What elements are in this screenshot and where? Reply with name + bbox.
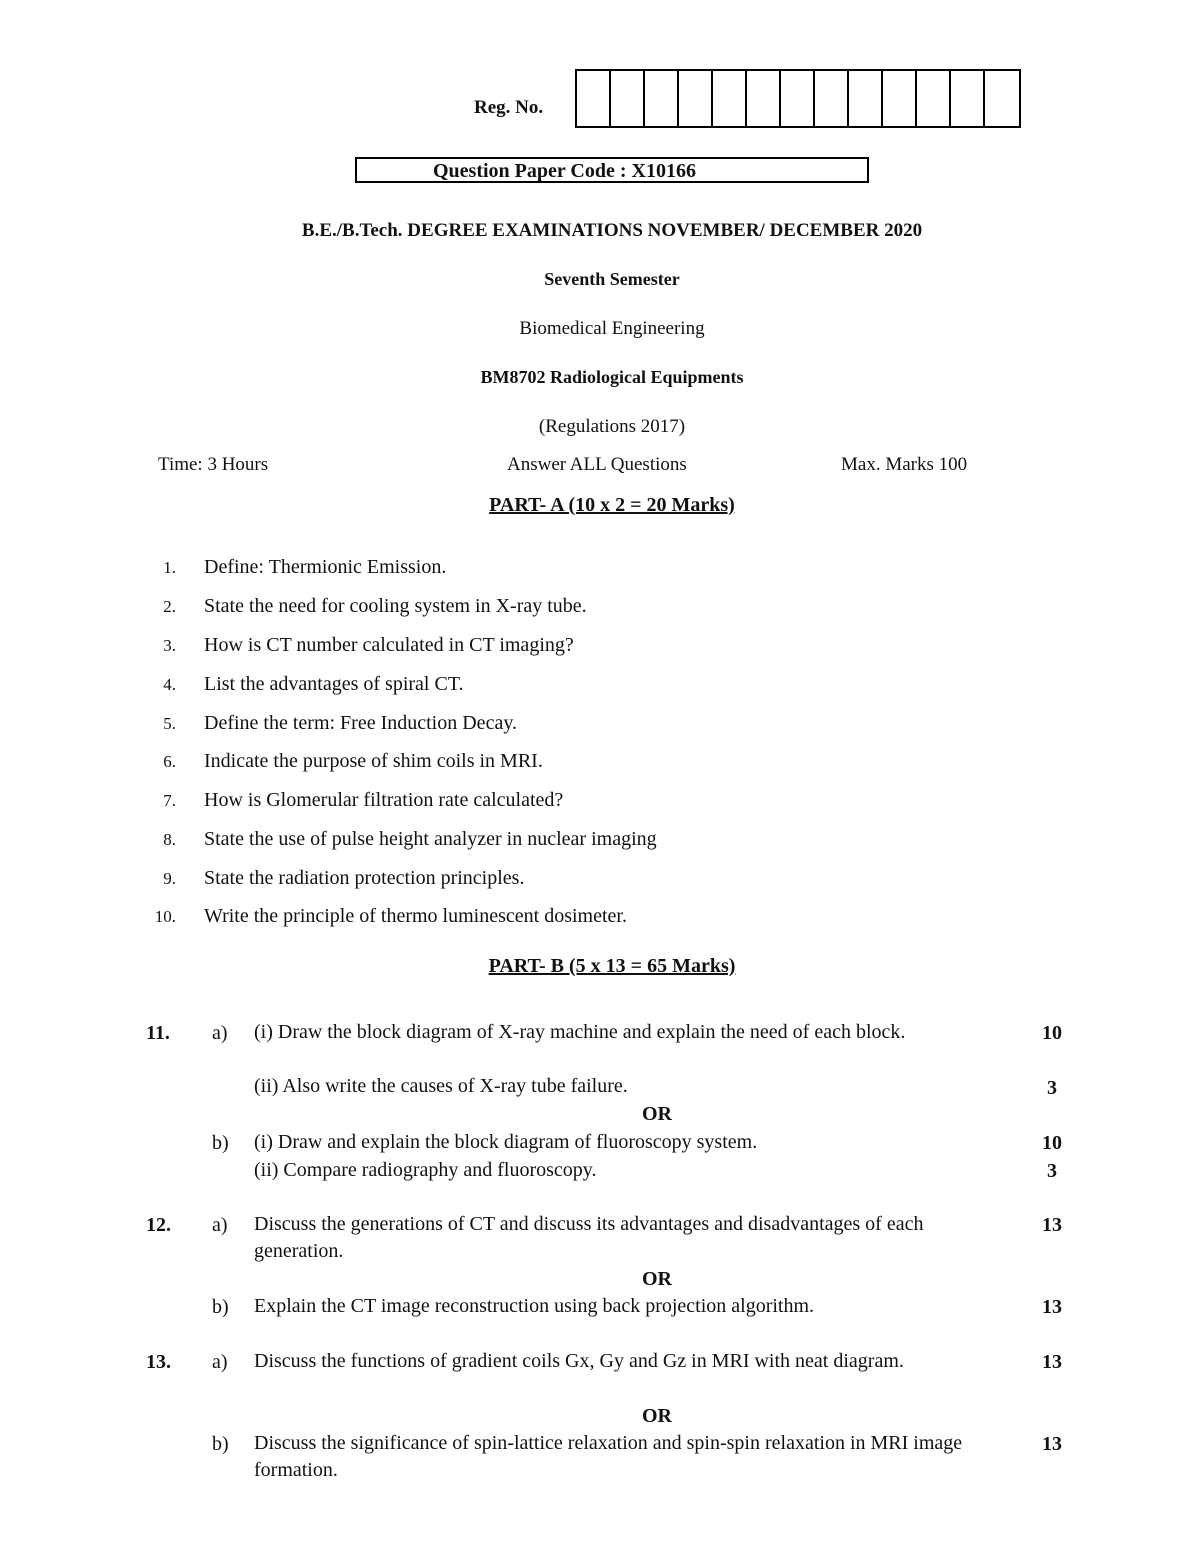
question-text: Discuss the significance of spin-lattice relaxation and spin-spin relaxation in MRI image formation. bbox=[254, 1432, 963, 1481]
question-number: 5. bbox=[163, 714, 176, 733]
reg-no-digit-box[interactable] bbox=[951, 71, 985, 126]
option-label: a) bbox=[212, 1351, 228, 1373]
question-marks: 3 bbox=[1047, 1160, 1057, 1182]
question-number: 3. bbox=[163, 636, 176, 655]
option-label: a) bbox=[212, 1214, 228, 1236]
question-text: Explain the CT image reconstruction using back projection algorithm. bbox=[254, 1295, 815, 1317]
reg-no-digit-box[interactable] bbox=[611, 71, 645, 126]
reg-no-digit-box[interactable] bbox=[713, 71, 747, 126]
question-text: Indicate the purpose of shim coils in MRI. bbox=[204, 750, 543, 772]
question-text: List the advantages of spiral CT. bbox=[204, 673, 464, 695]
question-marks: 13 bbox=[1042, 1214, 1062, 1236]
exam-duration: Time: 3 Hours bbox=[158, 454, 269, 475]
part-a-heading: PART- A (10 x 2 = 20 Marks) bbox=[489, 494, 735, 516]
question-number: 12. bbox=[146, 1214, 171, 1236]
question-text: State the need for cooling system in X-ray tube. bbox=[204, 595, 587, 617]
question-paper-code: Question Paper Code : X10166 bbox=[433, 160, 696, 182]
question-text: Discuss the functions of gradient coils Gx, Gy and Gz in MRI with neat diagram. bbox=[254, 1350, 904, 1372]
question-paper-code-box bbox=[355, 157, 869, 183]
question-number: 9. bbox=[163, 869, 176, 888]
question-text: (i) Draw the block diagram of X-ray machine and explain the need of each block. bbox=[254, 1021, 906, 1043]
option-label: b) bbox=[212, 1132, 229, 1154]
question-number: 10. bbox=[154, 907, 176, 926]
question-text: State the use of pulse height analyzer in nuclear imaging bbox=[204, 828, 657, 850]
reg-no-digit-box[interactable] bbox=[849, 71, 883, 126]
question-number: 7. bbox=[163, 791, 176, 810]
reg-no-label: Reg. No. bbox=[474, 97, 544, 118]
max-marks: Max. Marks 100 bbox=[841, 454, 968, 475]
reg-no-digit-box[interactable] bbox=[985, 71, 1019, 126]
reg-no-digit-box[interactable] bbox=[917, 71, 951, 126]
question-number: 2. bbox=[163, 597, 176, 616]
question-number: 11. bbox=[146, 1022, 170, 1044]
part-b-heading: PART- B (5 x 13 = 65 Marks) bbox=[488, 955, 736, 977]
question-text: Define: Thermionic Emission. bbox=[204, 556, 447, 578]
question-marks: 13 bbox=[1042, 1296, 1062, 1318]
question-number: 6. bbox=[163, 752, 176, 771]
reg-no-digit-box[interactable] bbox=[883, 71, 917, 126]
question-number: 1. bbox=[163, 558, 176, 577]
reg-no-digit-box[interactable] bbox=[781, 71, 815, 126]
or-separator: OR bbox=[642, 1268, 672, 1290]
subject-title: BM8702 Radiological Equipments bbox=[480, 367, 744, 387]
reg-no-digit-box[interactable] bbox=[679, 71, 713, 126]
or-separator: OR bbox=[642, 1405, 672, 1427]
question-text: (i) Draw and explain the block diagram of fluoroscopy system. bbox=[254, 1131, 758, 1153]
option-label: a) bbox=[212, 1022, 228, 1044]
question-marks: 13 bbox=[1042, 1351, 1062, 1373]
semester: Seventh Semester bbox=[544, 269, 680, 289]
exam-instructions: Answer ALL Questions bbox=[507, 454, 687, 475]
question-text: Define the term: Free Induction Decay. bbox=[204, 712, 518, 734]
option-label: b) bbox=[212, 1433, 229, 1455]
or-separator: OR bbox=[642, 1103, 672, 1125]
question-marks: 3 bbox=[1047, 1077, 1057, 1099]
question-marks: 13 bbox=[1042, 1433, 1062, 1455]
exam-title: B.E./B.Tech. DEGREE EXAMINATIONS NOVEMBER/ DECEMBER 2020 bbox=[301, 220, 923, 241]
reg-no-digit-box[interactable] bbox=[645, 71, 679, 126]
reg-no-digit-box[interactable] bbox=[747, 71, 781, 126]
question-number: 8. bbox=[163, 830, 176, 849]
question-marks: 10 bbox=[1042, 1132, 1062, 1154]
question-number: 4. bbox=[163, 675, 176, 694]
question-marks: 10 bbox=[1042, 1022, 1062, 1044]
question-text: State the radiation protection principles. bbox=[204, 867, 525, 889]
question-text: How is CT number calculated in CT imaging? bbox=[204, 634, 574, 656]
question-text: Discuss the generations of CT and discuss its advantages and disadvantages of each generation. bbox=[254, 1213, 924, 1262]
regulations: (Regulations 2017) bbox=[538, 416, 686, 437]
question-text: Write the principle of thermo luminescent dosimeter. bbox=[204, 905, 627, 927]
question-text: (ii) Also write the causes of X-ray tube failure. bbox=[254, 1075, 628, 1097]
question-text: How is Glomerular filtration rate calculated? bbox=[204, 789, 564, 811]
question-number: 13. bbox=[146, 1351, 171, 1373]
reg-no-boxes[interactable] bbox=[575, 69, 1021, 128]
branch: Biomedical Engineering bbox=[519, 318, 705, 339]
question-text: (ii) Compare radiography and fluoroscopy. bbox=[254, 1159, 597, 1181]
reg-no-digit-box[interactable] bbox=[815, 71, 849, 126]
reg-no-digit-box[interactable] bbox=[577, 71, 611, 126]
option-label: b) bbox=[212, 1296, 229, 1318]
